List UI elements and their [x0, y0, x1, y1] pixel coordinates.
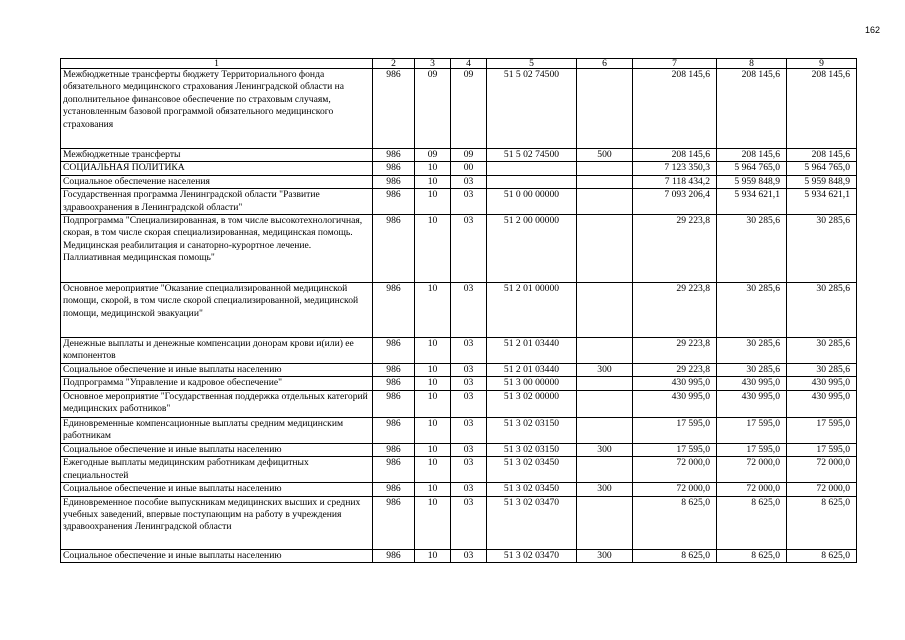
header-cell: 6	[577, 59, 633, 69]
cell-expense-type	[577, 377, 633, 390]
cell-target-article: 51 5 02 74500	[487, 149, 577, 162]
cell-section: 10	[415, 189, 451, 215]
header-cell: 3	[415, 59, 451, 69]
cell-code-ministry: 986	[373, 443, 415, 456]
cell-expense-type	[577, 215, 633, 283]
cell-name: Социальное обеспечение населения	[61, 175, 373, 188]
cell-amount-1: 29 223,8	[633, 215, 717, 283]
cell-section: 09	[415, 149, 451, 162]
cell-amount-1: 17 595,0	[633, 443, 717, 456]
table-row	[61, 338, 857, 364]
cell-amount-2: 17 595,0	[717, 443, 787, 456]
cell-code-ministry: 986	[373, 189, 415, 215]
cell-code-ministry: 986	[373, 417, 415, 443]
cell-expense-type	[577, 189, 633, 215]
table-row	[61, 364, 857, 377]
cell-code-ministry: 986	[373, 283, 415, 338]
header-cell: 5	[487, 59, 577, 69]
cell-name: Единовременные компенсационные выплаты средним медицинским работникам	[61, 417, 373, 443]
cell-target-article	[487, 175, 577, 188]
table-row	[61, 69, 857, 149]
cell-name: Межбюджетные трансферты бюджету Территориального фонда обязательного медицинского страхования Ленинградской области на дополнительное финансовое обеспечение по страховым случаям, установленным базовой программой обязательного медицинского страхования	[61, 69, 373, 149]
cell-code-ministry: 986	[373, 175, 415, 188]
cell-section: 10	[415, 483, 451, 496]
cell-code-ministry: 986	[373, 457, 415, 483]
cell-expense-type: 300	[577, 443, 633, 456]
cell-amount-1: 208 145,6	[633, 69, 717, 149]
cell-amount-1: 208 145,6	[633, 149, 717, 162]
table-row	[61, 189, 857, 215]
cell-subsection: 03	[451, 364, 487, 377]
cell-name: Социальное обеспечение и иные выплаты населению	[61, 549, 373, 562]
cell-expense-type	[577, 162, 633, 175]
table-row	[61, 149, 857, 162]
cell-target-article: 51 3 02 03450	[487, 483, 577, 496]
cell-amount-2: 72 000,0	[717, 457, 787, 483]
cell-amount-1: 8 625,0	[633, 549, 717, 562]
cell-name: Подпрограмма "Управление и кадровое обеспечение"	[61, 377, 373, 390]
cell-code-ministry: 986	[373, 549, 415, 562]
cell-amount-3: 30 285,6	[787, 283, 857, 338]
cell-amount-1: 29 223,8	[633, 364, 717, 377]
cell-amount-1: 7 093 206,4	[633, 189, 717, 215]
cell-section: 10	[415, 443, 451, 456]
cell-target-article: 51 3 02 00000	[487, 390, 577, 417]
cell-code-ministry: 986	[373, 69, 415, 149]
header-cell: 8	[717, 59, 787, 69]
cell-expense-type	[577, 417, 633, 443]
cell-amount-3: 8 625,0	[787, 549, 857, 562]
cell-amount-3: 8 625,0	[787, 496, 857, 549]
cell-amount-1: 72 000,0	[633, 483, 717, 496]
cell-subsection: 03	[451, 215, 487, 283]
cell-subsection: 03	[451, 189, 487, 215]
cell-amount-3: 208 145,6	[787, 149, 857, 162]
cell-section: 10	[415, 215, 451, 283]
cell-amount-3: 30 285,6	[787, 364, 857, 377]
cell-subsection: 03	[451, 457, 487, 483]
cell-section: 10	[415, 364, 451, 377]
cell-code-ministry: 986	[373, 364, 415, 377]
cell-amount-3: 5 934 621,1	[787, 189, 857, 215]
cell-name: Государственная программа Ленинградской области "Развитие здравоохранения в Ленинградской области"	[61, 189, 373, 215]
cell-name: Социальное обеспечение и иные выплаты населению	[61, 443, 373, 456]
cell-expense-type	[577, 69, 633, 149]
cell-amount-3: 72 000,0	[787, 457, 857, 483]
cell-subsection: 03	[451, 549, 487, 562]
cell-code-ministry: 986	[373, 215, 415, 283]
table-row	[61, 175, 857, 188]
cell-section: 10	[415, 417, 451, 443]
cell-amount-1: 72 000,0	[633, 457, 717, 483]
header-cell: 9	[787, 59, 857, 69]
cell-name: Единовременное пособие выпускникам медицинских высших и средних учебных заведений, впервые поступающим на работу в учреждения здравоохранения Ленинградской области	[61, 496, 373, 549]
cell-subsection: 09	[451, 69, 487, 149]
cell-amount-2: 5 964 765,0	[717, 162, 787, 175]
cell-subsection: 03	[451, 175, 487, 188]
cell-subsection: 03	[451, 496, 487, 549]
table-row	[61, 390, 857, 417]
cell-code-ministry: 986	[373, 390, 415, 417]
cell-amount-3: 5 964 765,0	[787, 162, 857, 175]
cell-section: 10	[415, 162, 451, 175]
cell-amount-2: 30 285,6	[717, 283, 787, 338]
cell-name: Ежегодные выплаты медицинским работникам дефицитных специальностей	[61, 457, 373, 483]
cell-target-article: 51 2 01 00000	[487, 283, 577, 338]
cell-target-article: 51 2 01 03440	[487, 364, 577, 377]
cell-amount-2: 430 995,0	[717, 377, 787, 390]
cell-code-ministry: 986	[373, 377, 415, 390]
cell-amount-3: 208 145,6	[787, 69, 857, 149]
header-cell: 2	[373, 59, 415, 69]
cell-expense-type	[577, 390, 633, 417]
cell-amount-1: 7 118 434,2	[633, 175, 717, 188]
cell-section: 09	[415, 69, 451, 149]
header-cell: 7	[633, 59, 717, 69]
table-row	[61, 283, 857, 338]
cell-amount-1: 17 595,0	[633, 417, 717, 443]
cell-amount-1: 430 995,0	[633, 390, 717, 417]
cell-amount-3: 72 000,0	[787, 483, 857, 496]
cell-subsection: 03	[451, 377, 487, 390]
cell-target-article: 51 5 02 74500	[487, 69, 577, 149]
cell-amount-3: 30 285,6	[787, 215, 857, 283]
cell-name: Денежные выплаты и денежные компенсации донорам крови и(или) ее компонентов	[61, 338, 373, 364]
cell-expense-type	[577, 457, 633, 483]
cell-amount-3: 30 285,6	[787, 338, 857, 364]
table-row	[61, 443, 857, 456]
cell-section: 10	[415, 390, 451, 417]
cell-target-article: 51 3 02 03450	[487, 457, 577, 483]
cell-name: Основное мероприятие "Государственная поддержка отдельных категорий медицинских работников"	[61, 390, 373, 417]
cell-amount-2: 430 995,0	[717, 390, 787, 417]
table-row	[61, 215, 857, 283]
page-number: 162	[864, 25, 880, 35]
cell-amount-2: 30 285,6	[717, 364, 787, 377]
cell-amount-1: 29 223,8	[633, 338, 717, 364]
cell-code-ministry: 986	[373, 162, 415, 175]
cell-name: Межбюджетные трансферты	[61, 149, 373, 162]
cell-amount-2: 30 285,6	[717, 338, 787, 364]
table-header-row	[61, 59, 857, 69]
cell-name: Основное мероприятие "Оказание специализированной медицинской помощи, скорой, в том числе скорой специализированной, медицинской помощи, медицинской эвакуации"	[61, 283, 373, 338]
cell-amount-2: 30 285,6	[717, 215, 787, 283]
cell-subsection: 03	[451, 283, 487, 338]
cell-name: Подпрограмма "Специализированная, в том числе высокотехнологичная, скорая, в том числе скорая специализированная, медицинская помощь. Медицинская реабилитация и санаторно-курортное лечение. Паллиативная медицинская помощь"	[61, 215, 373, 283]
cell-expense-type	[577, 338, 633, 364]
table-row	[61, 417, 857, 443]
cell-section: 10	[415, 377, 451, 390]
cell-target-article: 51 2 00 00000	[487, 215, 577, 283]
cell-section: 10	[415, 338, 451, 364]
cell-target-article: 51 2 01 03440	[487, 338, 577, 364]
cell-expense-type	[577, 283, 633, 338]
cell-section: 10	[415, 175, 451, 188]
cell-amount-3: 430 995,0	[787, 390, 857, 417]
cell-code-ministry: 986	[373, 338, 415, 364]
header-cell: 4	[451, 59, 487, 69]
table-row	[61, 377, 857, 390]
cell-amount-3: 5 959 848,9	[787, 175, 857, 188]
cell-amount-2: 8 625,0	[717, 496, 787, 549]
cell-target-article: 51 3 00 00000	[487, 377, 577, 390]
cell-amount-2: 17 595,0	[717, 417, 787, 443]
cell-target-article: 51 3 02 03470	[487, 549, 577, 562]
cell-section: 10	[415, 457, 451, 483]
cell-subsection: 03	[451, 443, 487, 456]
cell-target-article: 51 3 02 03470	[487, 496, 577, 549]
cell-amount-2: 5 934 621,1	[717, 189, 787, 215]
table-row	[61, 496, 857, 549]
cell-target-article: 51 3 02 03150	[487, 443, 577, 456]
cell-amount-1: 430 995,0	[633, 377, 717, 390]
cell-amount-2: 8 625,0	[717, 549, 787, 562]
cell-expense-type: 500	[577, 149, 633, 162]
cell-amount-3: 17 595,0	[787, 417, 857, 443]
header-cell: 1	[61, 59, 373, 69]
table-row	[61, 549, 857, 562]
cell-amount-3: 430 995,0	[787, 377, 857, 390]
cell-code-ministry: 986	[373, 483, 415, 496]
cell-code-ministry: 986	[373, 149, 415, 162]
cell-code-ministry: 986	[373, 496, 415, 549]
cell-amount-1: 7 123 350,3	[633, 162, 717, 175]
cell-name: Социальное обеспечение и иные выплаты населению	[61, 483, 373, 496]
cell-amount-2: 208 145,6	[717, 69, 787, 149]
cell-amount-3: 17 595,0	[787, 443, 857, 456]
cell-subsection: 00	[451, 162, 487, 175]
table-row	[61, 457, 857, 483]
cell-section: 10	[415, 283, 451, 338]
cell-name: СОЦИАЛЬНАЯ ПОЛИТИКА	[61, 162, 373, 175]
cell-amount-2: 208 145,6	[717, 149, 787, 162]
cell-section: 10	[415, 549, 451, 562]
cell-amount-1: 29 223,8	[633, 283, 717, 338]
cell-subsection: 03	[451, 390, 487, 417]
cell-expense-type	[577, 175, 633, 188]
cell-amount-1: 8 625,0	[633, 496, 717, 549]
cell-expense-type: 300	[577, 549, 633, 562]
cell-amount-2: 72 000,0	[717, 483, 787, 496]
cell-target-article: 51 0 00 00000	[487, 189, 577, 215]
cell-amount-2: 5 959 848,9	[717, 175, 787, 188]
cell-subsection: 03	[451, 338, 487, 364]
budget-table	[60, 58, 857, 563]
cell-expense-type	[577, 496, 633, 549]
cell-expense-type: 300	[577, 364, 633, 377]
cell-expense-type: 300	[577, 483, 633, 496]
cell-name: Социальное обеспечение и иные выплаты населению	[61, 364, 373, 377]
cell-section: 10	[415, 496, 451, 549]
cell-target-article: 51 3 02 03150	[487, 417, 577, 443]
cell-subsection: 03	[451, 417, 487, 443]
cell-subsection: 09	[451, 149, 487, 162]
table-row	[61, 483, 857, 496]
table-row	[61, 162, 857, 175]
cell-target-article	[487, 162, 577, 175]
cell-subsection: 03	[451, 483, 487, 496]
